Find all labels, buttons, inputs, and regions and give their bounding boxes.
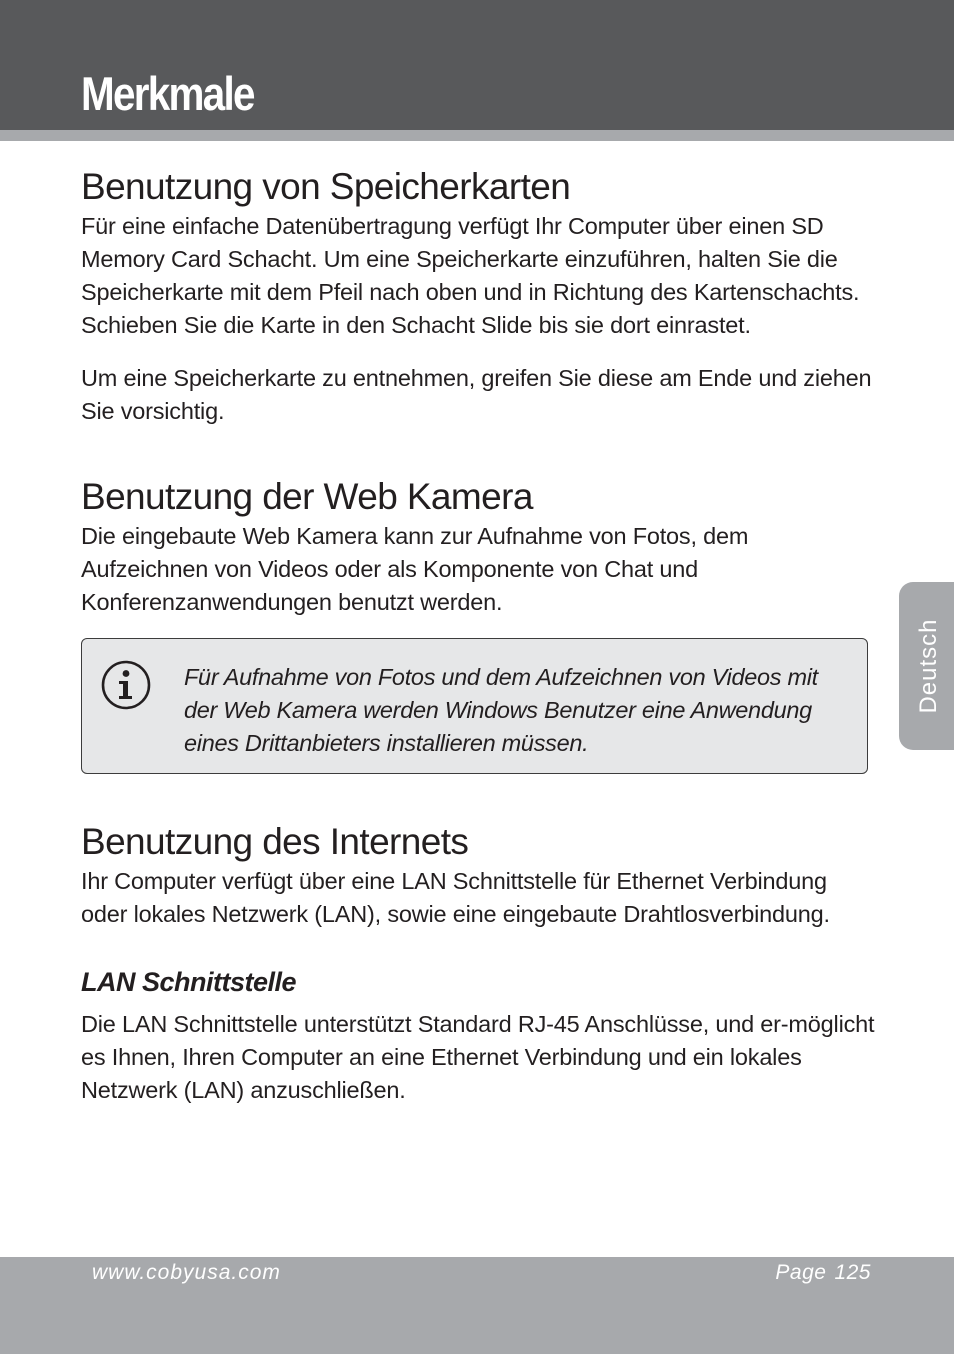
note-text: Für Aufnahme von Fotos und dem Aufzeichnen von Videos mit der Web Kamera werden Windows Benutzer eine Anwendung eines Drittanbieters installieren müssen. bbox=[184, 664, 818, 756]
section-web-camera bbox=[81, 474, 876, 774]
paragraph: Die LAN Schnittstelle unterstützt Standard RJ-45 Anschlüsse, und er-möglicht es Ihnen, Ihren Computer an eine Ethernet Verbindung und ein lokales Netzwerk (LAN) anzuschließen. bbox=[81, 1011, 875, 1103]
paragraph: Um eine Speicherkarte zu entnehmen, greifen Sie diese am Ende und ziehen Sie vorsichtig. bbox=[81, 365, 872, 424]
page-number-value: 125 bbox=[834, 1261, 871, 1284]
paragraph: Die eingebaute Web Kamera kann zur Aufnahme von Fotos, dem Aufzeichnen von Videos oder als Komponente von Chat und Konferenzanwendungen benutzt werden. bbox=[81, 523, 749, 615]
note-box bbox=[81, 638, 868, 774]
paragraph: Ihr Computer verfügt über eine LAN Schnittstelle für Ethernet Verbindung oder lokales Netzwerk (LAN), sowie eine eingebaute Drahtlosverbindung. bbox=[81, 868, 830, 927]
info-icon bbox=[100, 659, 152, 711]
footer bbox=[0, 1257, 954, 1354]
language-side-tab bbox=[899, 582, 954, 750]
section-internet bbox=[81, 819, 876, 931]
section-lan-port bbox=[81, 964, 876, 1107]
paragraph: Für eine einfache Datenübertragung verfügt Ihr Computer über einen SD Memory Card Schacht. Um eine Speicherkarte einzuführen, halten Sie die Speicherkarte mit dem Pfeil nach oben und in Richtung des Kartenschachts. Schieben Sie die Karte in den Schacht Slide bis sie dort einrastet. bbox=[81, 213, 860, 338]
page-title: Merkmale bbox=[81, 67, 254, 120]
section-heading: Benutzung von Speicherkarten bbox=[81, 166, 571, 207]
page-content bbox=[81, 164, 876, 1107]
footer-url: www.cobyusa.com bbox=[92, 1261, 281, 1284]
section-heading: Benutzung der Web Kamera bbox=[81, 476, 533, 517]
subsection-heading: LAN Schnittstelle bbox=[81, 967, 297, 997]
header-stripe bbox=[0, 130, 954, 141]
side-tab-label: Deutsch bbox=[915, 618, 942, 714]
section-heading: Benutzung des Internets bbox=[81, 821, 469, 862]
section-memory-cards bbox=[81, 164, 876, 428]
page-label: Page bbox=[775, 1261, 827, 1284]
page-number bbox=[775, 1261, 871, 1285]
